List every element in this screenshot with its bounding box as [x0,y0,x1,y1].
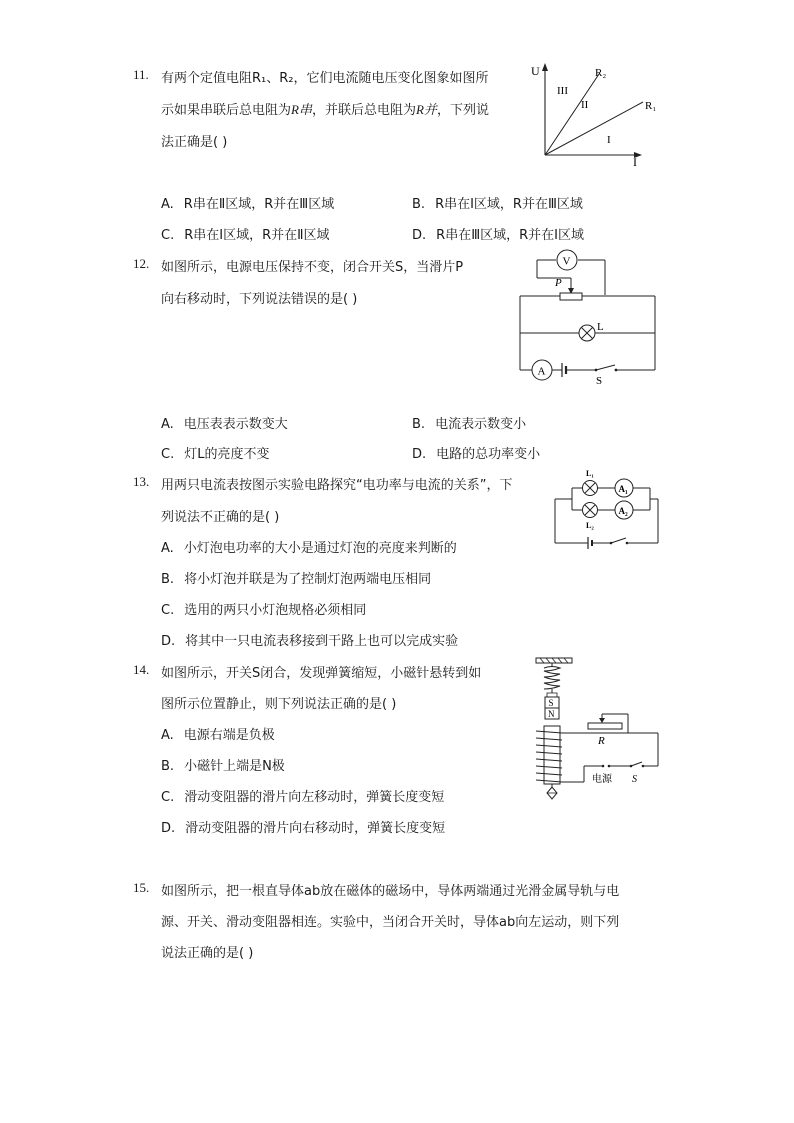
q15-stem-line2: 源、开关、滑动变阻器相连。实验中，当闭合开关时，导体ab向左运动，则下列 [161,915,620,930]
q14-option-b[interactable] [161,755,285,774]
q11-region-i-label: I [607,134,611,146]
q12-option-a[interactable] [161,413,288,432]
q14-option-d-letter: D. [161,821,176,836]
q11-stem-line3: 法正确是( ) [161,135,228,150]
q12-option-b-letter: B. [412,417,426,432]
q12-option-c-letter: C. [161,447,175,462]
q12-slider-label: P [555,277,562,289]
q12-option-b-text: 电流表示数变小 [435,417,527,432]
q14-electromagnet-figure [522,654,662,802]
q11-number: 11. [133,67,149,82]
q11-axis-u-label: U [531,64,540,78]
q14-power-source-label: 电源 [592,774,612,785]
q12-lamp-label: L [597,321,604,333]
q14-stem-line1: 如图所示，开关S闭合，发现弹簧缩短，小磁针悬转到如 [161,666,482,681]
q11-option-b-letter: B. [412,197,426,212]
q13-lamp2-label: L₂ [586,521,594,530]
q13-circuit-figure [550,466,660,548]
q11-option-d[interactable] [412,224,584,243]
q11-option-a-letter: A. [161,197,174,212]
q11-option-a-text: R串在Ⅱ区域，R并在Ⅲ区域 [183,197,335,212]
q12-option-c-text: 灯L的亮度不变 [184,447,270,462]
q13-option-b[interactable] [161,568,431,587]
q13-stem-line2: 列说法不正确的是( ) [161,510,280,525]
q14-option-b-letter: B. [161,759,175,774]
q13-ammeter2-label: A₂ [618,506,628,516]
q14-option-c-letter: C. [161,790,175,805]
q14-option-c-text: 滑动变阻器的滑片向左移动时，弹簧长度变短 [184,790,445,805]
q11-stem-line2a: 示如果串联后总电阻为 [161,103,292,118]
q11-option-b-text: R串在Ⅰ区域，R并在Ⅲ区域 [435,197,583,212]
q12-switch-label: S [596,375,603,387]
q14-option-a[interactable] [161,724,275,743]
q13-option-c-text: 选用的两只小灯泡规格必须相同 [184,603,367,618]
q11-region-ii-label: II [581,99,589,111]
q11-option-c-text: R串在Ⅰ区域，R并在Ⅱ区域 [184,228,330,243]
q14-switch-label: S [632,774,637,785]
q11-stem-line2c: ，下列说 [436,103,489,118]
q14-number: 14. [133,662,150,677]
q13-number: 13. [133,474,150,489]
q13-option-a[interactable] [161,537,457,556]
q11-option-d-letter: D. [412,228,427,243]
q12-ammeter-label: A [537,365,546,378]
q12-stem-line1: 如图所示，电源电压保持不变，闭合开关S，当滑片P [161,260,464,275]
q14-option-b-text: 小磁针上端是N极 [184,759,285,774]
q15-stem-line1: 如图所示，把一根直导体ab放在磁体的磁场中，导体两端通过光滑金属导轨与电 [161,884,620,899]
q12-option-a-letter: A. [161,417,174,432]
q13-option-c[interactable] [161,599,366,618]
q12-option-d-letter: D. [412,447,427,462]
q11-r-series: R串 [291,102,312,117]
q13-option-b-text: 将小灯泡并联是为了控制灯泡两端电压相同 [184,572,432,587]
q11-r1-label: R₁ [645,100,657,112]
q11-option-a[interactable] [161,193,334,212]
q11-option-d-text: R串在Ⅲ区域，R并在Ⅰ区域 [436,228,585,243]
q13-option-a-text: 小灯泡电功率的大小是通过灯泡的亮度来判断的 [183,541,457,556]
q12-option-d[interactable] [412,443,540,462]
q14-option-a-letter: A. [161,728,174,743]
q11-r-parallel: R并 [415,102,437,117]
q11-r2-label: R₂ [595,67,607,79]
q14-magnet-s-label: S [548,698,554,708]
q15-number: 15. [133,880,150,895]
q13-option-a-letter: A. [161,541,174,556]
q14-option-d-text: 滑动变阻器的滑片向右移动时，弹簧长度变短 [185,821,446,836]
q12-circuit-figure [515,250,660,385]
q13-lamp1-label: L₁ [586,469,594,478]
q11-option-c[interactable] [161,224,330,243]
q14-rheostat-label: R [598,735,605,747]
q13-option-d-text: 将其中一只电流表移接到干路上也可以完成实验 [185,634,459,649]
q11-option-c-letter: C. [161,228,175,243]
q14-option-c[interactable] [161,786,444,805]
q12-stem-line2: 向右移动时，下列说法错误的是( ) [161,292,358,307]
q13-option-d-letter: D. [161,634,176,649]
q11-stem-line2 [161,99,489,118]
q14-stem-line2: 图所示位置静止，则下列说法正确的是( ) [161,697,397,712]
q11-option-b[interactable] [412,193,583,212]
q11-stem-line1: 有两个定值电阻R₁、R₂，它们电流随电压变化图象如图所 [161,71,489,86]
q13-ammeter1-label: A₁ [618,484,628,494]
q13-stem-line1: 用两只电流表按图示实验电路探究“电功率与电流的关系”，下 [161,478,513,493]
q12-option-b[interactable] [412,413,526,432]
q11-ui-graph-figure [525,60,670,170]
q12-option-d-text: 电路的总功率变小 [436,447,541,462]
q14-option-d[interactable] [161,817,445,836]
q13-option-d[interactable] [161,630,458,649]
q13-option-c-letter: C. [161,603,175,618]
q12-option-a-text: 电压表表示数变大 [183,417,288,432]
q14-magnet-n-label: N [548,709,555,719]
q12-number: 12. [133,256,150,271]
q11-region-iii-label: III [557,85,568,97]
q11-axis-i-label: I [633,155,637,169]
q14-option-a-text: 电源右端是负极 [183,728,275,743]
q12-option-c[interactable] [161,443,269,462]
q15-stem-line3: 说法正确的是( ) [161,946,254,961]
q11-stem-line2b: ，并联后总电阻为 [311,103,416,118]
q12-voltmeter-label: V [562,255,571,268]
q13-option-b-letter: B. [161,572,175,587]
